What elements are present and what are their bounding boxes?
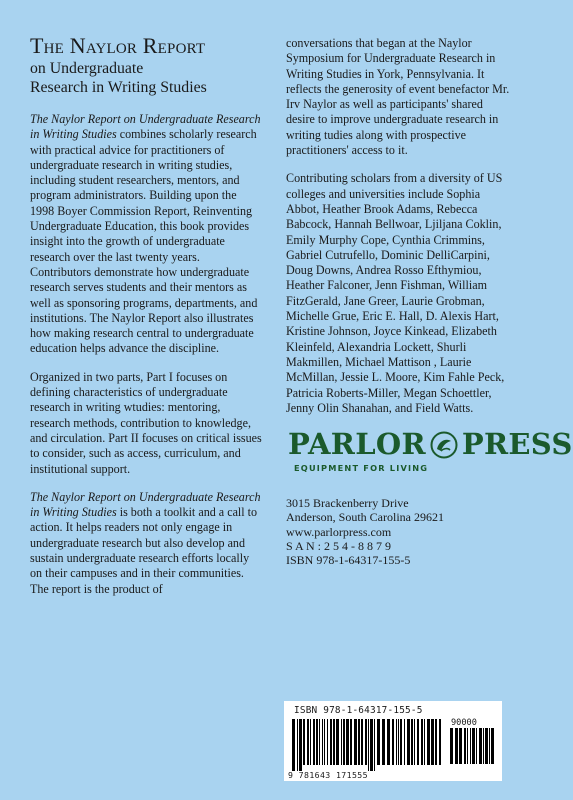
barcode-bar (427, 719, 430, 765)
barcode-bar (292, 719, 295, 771)
barcode-bar (313, 719, 315, 765)
publisher-wordmark (288, 427, 573, 462)
publisher-website: www.parlorpress.com (286, 524, 392, 539)
barcode-bar (307, 719, 309, 765)
barcode-bar (350, 719, 352, 765)
barcode-bar (316, 719, 318, 765)
barcode-bar (333, 719, 335, 765)
barcode-bar (479, 728, 482, 764)
barcode-bar (450, 728, 453, 764)
barcode-price-code: 90000 (451, 718, 477, 728)
barcode-bar (414, 719, 415, 765)
barcode-bar (343, 719, 345, 765)
barcode-bar (396, 719, 397, 765)
barcode-bar (455, 728, 458, 764)
barcode-bar (370, 719, 373, 771)
barcode-bar (361, 719, 363, 765)
isbn-barcode (284, 701, 502, 781)
publisher-name-right: PRESS (461, 427, 573, 462)
barcode-bar (310, 719, 311, 765)
address-street: 3015 Brackenberry Drive (286, 496, 409, 511)
barcode-bar (472, 728, 475, 764)
barcode-bar (319, 719, 320, 765)
barcode-bar (382, 719, 385, 765)
barcode-bar (387, 719, 390, 765)
barcode-bar (411, 719, 413, 765)
barcode-bar (341, 719, 342, 765)
barcode-bar (330, 719, 332, 765)
barcode-bars (290, 719, 442, 771)
barcode-bar (435, 719, 437, 765)
barcode-bar (491, 728, 494, 764)
barcode-bar (398, 719, 399, 765)
publisher-tagline: EQUIPMENT FOR LIVING (294, 463, 429, 474)
barcode-bar (358, 719, 360, 765)
left-column (30, 34, 262, 610)
barcode-bar (467, 728, 468, 764)
barcode-bar (297, 719, 298, 771)
barcode-bar (400, 719, 402, 765)
barcode-bar (485, 728, 488, 764)
description-text: combines scholarly research with practical advice for practitioners of undergraduate research in writing studies, including student researchers, mentors, and program administrators. Building upon the 1998 Boyer Commission Report, Reinventing Undergraduate Education, this book provides insight into the growth of undergraduate research over the last twenty years. Contributors demonstrate how undergraduate research serves students and their mentors as well as sponsoring programs, departments, and institutions. The Naylor Report also illustrates how making research central to undergraduate education helps advance the discipline. (30, 127, 258, 356)
barcode-bar (489, 728, 490, 764)
book-isbn: ISBN 978-1-64317-155-5 (286, 552, 411, 567)
barcode-bar (404, 719, 405, 765)
barcode-bar (483, 728, 484, 764)
barcode-addon-bars (448, 728, 496, 770)
barcode-bar (459, 728, 462, 764)
address-city: Anderson, South Carolina 29621 (286, 510, 444, 525)
barcode-bar (464, 728, 466, 764)
barcode-bar (303, 719, 305, 765)
description-paragraph-1 (30, 112, 262, 357)
leaf-swirl-icon (429, 430, 459, 460)
publisher-logo (288, 427, 573, 488)
barcode-bar (439, 719, 441, 765)
publisher-address (286, 496, 514, 567)
barcode-bar (407, 719, 410, 765)
description-text: is both a toolkit and a call to action. It helps readers not only engage in undergraduate research but also develop and sustain undergraduate research efforts locally on their campuses and in their communities. The report is the product of (30, 505, 258, 596)
barcode-bar (476, 728, 477, 764)
barcode-bar (377, 719, 380, 765)
barcode-bar (336, 719, 339, 765)
barcode-bar (368, 719, 369, 771)
description-paragraph-4: conversations that began at the Naylor Symposium for Undergraduate Research in Writing Studies in York, Pennsylvania. It reflects the generosity of event benefactor Mr. Irv Naylor as well as participants' shared desire to improve undergraduate research in writing tudies along with prospective practitioners' access to it. (286, 36, 510, 158)
book-title-italic: The Naylor Report on Undergraduate Research in Writing Studies (30, 112, 261, 142)
barcode-bar (421, 719, 423, 765)
barcode-bar (392, 719, 394, 765)
barcode-digits: 9 781643 171555 (288, 770, 368, 780)
barcode-bar (417, 719, 419, 765)
barcode-isbn-label: ISBN 978-1-64317-155-5 (294, 705, 423, 716)
contributors-paragraph: Contributing scholars from a diversity of US colleges and universities include Sophia Abbot, Heather Brook Adams, Rebecca Babcock, Hannah Bellwoar, Ljiljana Coklin, Emily Murphy Cope, Cynthia Crimmins, Gabriel Cutrufello, Dominic DelliCarpini, Doug Downs, Andrea Rosso Efthymiou, Heather Falconer, Jenn Fishman, William FitzGerald, Jane Greer, Laurie Grobman, Michelle Grue, Eric E. Hall, D. Alexis Hart, Kristine Johnson, Joyce Kinkead, Elizabeth Kleinfeld, Alexandria Lockett, Shurli Makmillen, Michael Mattison , Laurie McMillan, Jessie L. Moore, Kim Fahle Peck, Patricia Roberts-Miller, Megan Schoettler, Jenny Olin Shanahan, and Field Watts. (286, 171, 505, 415)
description-paragraph-3 (30, 490, 262, 597)
publisher-san: S A N : 2 5 4 - 8 8 7 9 (286, 538, 392, 553)
book-title-italic: The Naylor Report on Undergraduate Research in Writing Studies (30, 489, 261, 520)
barcode-bar (424, 719, 425, 765)
barcode-bar (431, 719, 434, 765)
description-paragraph-2: Organized in two parts, Part I focuses on defining characteristics of undergraduate research in writing wtudies: mentoring, research methods, contribution to knowledge, and circulation. Part II focuses on critical issues to consider, such as access, curriculum, and institutional support. (30, 369, 262, 476)
book-title: The Naylor Report (30, 33, 206, 58)
book-subtitle: on Undergraduate Research in Writing Studies (30, 60, 207, 96)
barcode-bar (324, 719, 325, 765)
barcode-bar (374, 719, 375, 771)
barcode-bar (299, 719, 302, 771)
barcode-bar (470, 728, 471, 764)
barcode-bar (322, 719, 323, 765)
barcode-bar (346, 719, 349, 765)
right-column (286, 36, 573, 567)
barcode-bar (354, 719, 357, 765)
barcode-bar (365, 719, 367, 765)
barcode-bar (327, 719, 328, 765)
publisher-name-left: PARLOR (288, 427, 426, 462)
